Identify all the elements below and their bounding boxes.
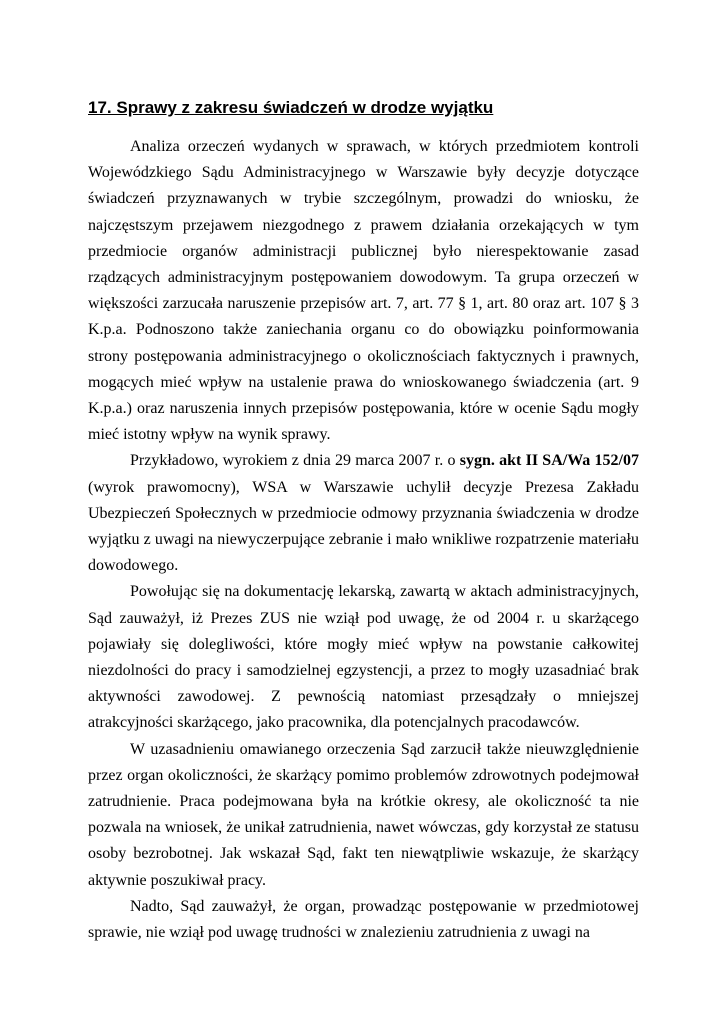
section-heading: 17. Sprawy z zakresu świadczeń w drodze wyjątku (88, 98, 494, 117)
example-text-before: Przykładowo, wyrokiem z dnia 29 marca 2007 r. o (130, 452, 460, 470)
paragraph-justification: W uzasadnieniu omawianego orzeczenia Sąd zarzucił także nieuwzględnienie przez organ okoliczności, że skarżący pomimo problemów zdrowotnych podejmował zatrudnienie. Praca podejmowana była na krótkie okresy, ale okoliczność ta nie pozwala na wniosek, że unikał zatrudnienia, nawet wówczas, gdy korzystał ze statusu osoby bezrobotnej. Jak wskazał Sąd, fakt ten niewątpliwie wskazuje, że skarżący aktywnie poszukiwał pracy. (88, 740, 639, 889)
document-page (88, 96, 639, 946)
case-signature: sygn. akt II SA/Wa 152/07 (459, 452, 639, 470)
paragraph-further: Nadto, Sąd zauważył, że organ, prowadząc postępowanie w przedmiotowej sprawie, nie wziął pod uwagę trudności w znalezieniu zatrudnienia z uwagi na (88, 897, 639, 942)
paragraph-medical-documentation: Powołując się na dokumentację lekarską, zawartą w aktach administracyjnych, Sąd zauważył, iż Prezes ZUS nie wziął pod uwagę, że od 2004 r. u skarżącego pojawiały się dolegliwości, które mogły mieć wpływ na powstanie całkowitej niezdolności do pracy i samodzielnej egzystencji, a przez to mogły uzasadniać brak aktywności zawodowej. Z pewnością natomiast przesądzały o mniejszej atrakcyjności skarżącego, jako pracownika, dla potencjalnych pracodawców. (88, 583, 639, 732)
paragraph-example (88, 448, 639, 579)
example-text-after: (wyrok prawomocny), WSA w Warszawie uchylił decyzje Prezesa Zakładu Ubezpieczeń Społecznych w przedmiocie odmowy przyznania świadczenia w drodze wyjątku z uwagi na niewyczerpujące zebranie i mało wnikliwe rozpatrzenie materiału dowodowego. (88, 478, 639, 575)
paragraph-analysis: Analiza orzeczeń wydanych w sprawach, w których przedmiotem kontroli Wojewódzkiego Sądu Administracyjnego w Warszawie były decyzje dotyczące świadczeń przyznawanych w trybie szczególnym, prowadzi do wniosku, że najczęstszym przejawem niezgodnego z prawem działania orzekających w tym przedmiocie organów administracji publicznej było nierespektowanie zasad rządzących administracyjnym postępowaniem dowodowym. Ta grupa orzeczeń w większości zarzucała naruszenie przepisów art. 7, art. 77 § 1, art. 80 oraz art. 107 § 3 K.p.a. Podnoszono także zaniechania organu co do obowiązku poinformowania strony postępowania administracyjnego o okolicznościach faktycznych i prawnych, mogących mieć wpływ na ustalenie prawa do wnioskowanego świadczenia (art. 9 K.p.a.) oraz naruszenia innych przepisów postępowania, które w ocenie Sądu mogły mieć istotny wpływ na wynik sprawy. (88, 138, 639, 444)
